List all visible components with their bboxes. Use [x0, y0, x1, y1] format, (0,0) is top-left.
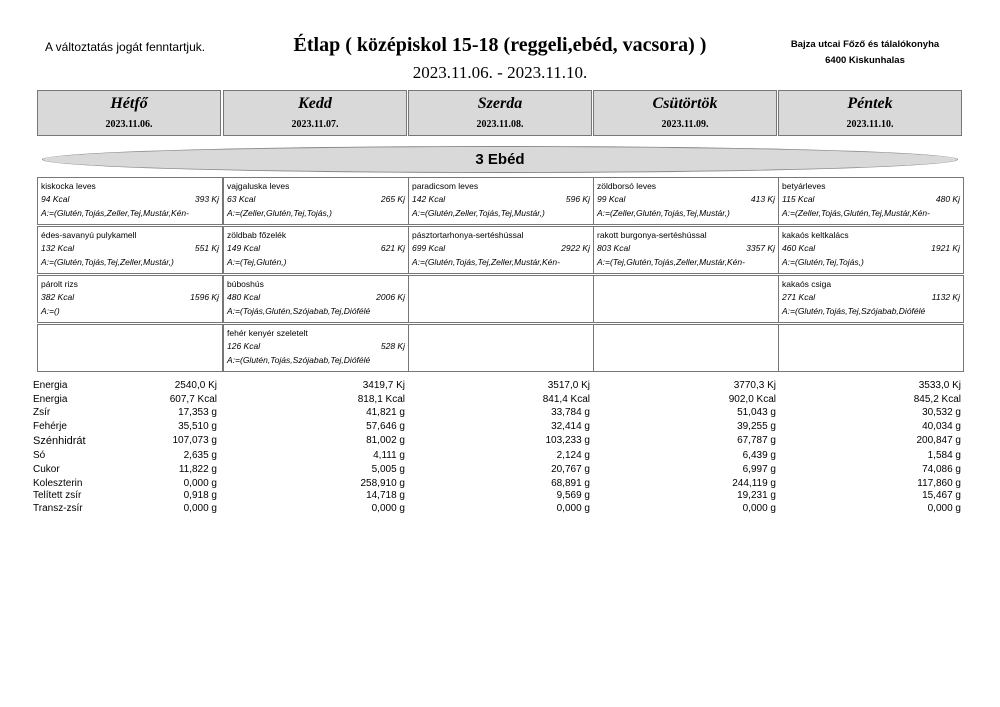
dish-name: betyárleves: [782, 181, 826, 191]
nutrition-value: 41,821 g: [366, 407, 405, 418]
nutrition-value: 6,997 g: [742, 464, 776, 475]
dish-energy: [782, 292, 960, 302]
nutrition-value: 32,414 g: [551, 421, 590, 432]
nutrition-label: Cukor: [33, 464, 60, 475]
menu-item: [37, 177, 223, 225]
nutrition-value: 19,231 g: [737, 490, 776, 501]
menu-item: [778, 226, 964, 274]
dish-kcal: 63 Kcal: [227, 194, 256, 204]
day-header: [37, 90, 221, 136]
dish-energy: [412, 194, 590, 204]
nutrition-value: 845,2 Kcal: [913, 394, 961, 405]
nutrition-value: 0,000 g: [183, 503, 217, 514]
dish-allergens: A:=(Glutén,Zeller,Tojás,Tej,Mustár,): [412, 208, 545, 218]
dish-kj: 1921 Kj: [931, 243, 960, 253]
nutrition-value: 35,510 g: [178, 421, 217, 432]
nutrition-value: 40,034 g: [922, 421, 961, 432]
nutrition-value: 74,086 g: [922, 464, 961, 475]
dish-name: kakaós keltkalács: [782, 230, 849, 240]
nutrition-label: Energia: [33, 380, 68, 391]
nutrition-value: 4,111 g: [373, 450, 405, 461]
nutrition-row: [33, 407, 963, 419]
nutrition-label: Koleszterin: [33, 478, 83, 489]
day-name: Csütörtök: [652, 95, 718, 112]
dish-allergens: A:=(Glutén,Tojás,Szójabab,Tej,Diófélé: [227, 355, 371, 365]
nutrition-value: 258,910 g: [360, 478, 405, 489]
nutrition-value: 33,784 g: [551, 407, 590, 418]
nutrition-value: 11,822 g: [178, 464, 217, 475]
dish-kcal: 382 Kcal: [41, 292, 75, 302]
empty-menu-cell: [408, 324, 594, 372]
dish-name: búboshús: [227, 279, 264, 289]
nutrition-label: Zsír: [33, 407, 51, 418]
nutrition-value: 0,000 g: [742, 503, 776, 514]
nutrition-value: 1,584 g: [927, 450, 961, 461]
menu-item: [37, 275, 223, 323]
dish-allergens: A:=(Zeller,Glutén,Tojás,Tej,Mustár,): [597, 208, 730, 218]
dish-kj: 596 Kj: [565, 194, 590, 204]
nutrition-value: 107,073 g: [172, 435, 217, 446]
dish-kj: 2006 Kj: [376, 292, 405, 302]
nutrition-row: [33, 450, 963, 462]
dish-energy: [227, 194, 405, 204]
dish-allergens: A:=(Tej,Glutén,): [227, 257, 287, 267]
dish-kcal: 99 Kcal: [597, 194, 626, 204]
dish-kcal: 126 Kcal: [227, 341, 261, 351]
dish-energy: [41, 243, 219, 253]
menu-item: [778, 275, 964, 323]
dish-kcal: 803 Kcal: [597, 243, 631, 253]
nutrition-value: 607,7 Kcal: [169, 394, 217, 405]
day-name: Kedd: [298, 95, 332, 112]
nutrition-value: 3770,3 Kj: [733, 380, 776, 391]
nutrition-value: 0,918 g: [183, 490, 217, 501]
nutrition-value: 818,1 Kcal: [357, 394, 405, 405]
dish-name: kiskocka leves: [41, 181, 96, 191]
day-date: 2023.11.06.: [105, 119, 153, 130]
nutrition-value: 3533,0 Kj: [918, 380, 961, 391]
dish-energy: [412, 243, 590, 253]
nutrition-value: 117,860 g: [917, 478, 961, 489]
day-header: [408, 90, 592, 136]
kitchen-name: Bajza utcai Főző és tálalókonyha: [790, 39, 940, 50]
dish-name: pásztortarhonya-sertéshússal: [412, 230, 524, 240]
day-header: [778, 90, 962, 136]
nutrition-value: 20,767 g: [551, 464, 590, 475]
menu-item: [593, 177, 779, 225]
nutrition-value: 67,787 g: [737, 435, 776, 446]
day-header: [593, 90, 777, 136]
dish-allergens: A:=(Glutén,Tojás,Tej,Zeller,Mustár,): [41, 257, 174, 267]
disclaimer-text: A változtatás jogát fenntartjuk.: [45, 40, 206, 54]
nutrition-value: 57,646 g: [366, 421, 405, 432]
dish-kj: 3357 Kj: [746, 243, 775, 253]
nutrition-value: 0,000 g: [371, 503, 405, 514]
dish-kcal: 115 Kcal: [782, 194, 815, 204]
date-range: 2023.11.06. - 2023.11.10.: [412, 63, 588, 82]
nutrition-row: [33, 490, 963, 502]
dish-energy: [227, 243, 405, 253]
dish-kcal: 271 Kcal: [782, 292, 816, 302]
nutrition-label: Energia: [33, 394, 68, 405]
nutrition-value: 902,0 Kcal: [728, 394, 776, 405]
nutrition-value: 30,532 g: [922, 407, 961, 418]
nutrition-row: [33, 435, 963, 447]
dish-kcal: 460 Kcal: [782, 243, 816, 253]
nutrition-label: Fehérje: [33, 421, 67, 432]
dish-allergens: A:=(Zeller,Glutén,Tej,Tojás,): [227, 208, 332, 218]
dish-energy: [41, 194, 219, 204]
dish-energy: [227, 292, 405, 302]
dish-kj: 1132 Kj: [931, 292, 960, 302]
dish-name: zöldborsó leves: [597, 181, 657, 191]
nutrition-value: 3517,0 Kj: [547, 380, 590, 391]
dish-allergens: A:=(Glutén,Tej,Tojás,): [782, 257, 864, 267]
menu-item: [408, 226, 594, 274]
nutrition-label: Szénhidrát: [33, 435, 86, 447]
nutrition-row: [33, 380, 963, 392]
dish-name: párolt rizs: [41, 279, 78, 289]
day-date: 2023.11.09.: [661, 119, 709, 130]
dish-allergens: A:=(Tej,Glutén,Tojás,Zeller,Mustár,Kén-: [597, 257, 745, 267]
day-name: Hétfő: [110, 95, 148, 112]
nutrition-value: 0,000 g: [927, 503, 961, 514]
nutrition-label: Telített zsír: [33, 490, 82, 501]
nutrition-row: [33, 394, 963, 406]
dish-kj: 393 Kj: [194, 194, 219, 204]
dish-kj: 1596 Kj: [190, 292, 219, 302]
nutrition-value: 39,255 g: [737, 421, 776, 432]
nutrition-value: 81,002 g: [366, 435, 405, 446]
nutrition-label: Transz-zsír: [33, 503, 83, 514]
dish-energy: [597, 194, 775, 204]
dish-name: rakott burgonya-sertéshússal: [597, 230, 707, 240]
dish-kcal: 94 Kcal: [41, 194, 70, 204]
dish-kcal: 699 Kcal: [412, 243, 446, 253]
dish-kcal: 480 Kcal: [227, 292, 261, 302]
nutrition-value: 0,000 g: [183, 478, 217, 489]
day-date: 2023.11.10.: [846, 119, 894, 130]
dish-energy: [41, 292, 219, 302]
nutrition-value: 103,233 g: [545, 435, 590, 446]
dish-allergens: A:=(Tojás,Glutén,Szójabab,Tej,Diófélé: [227, 306, 371, 316]
meal-section-title: 3 Ebéd: [42, 146, 958, 173]
nutrition-value: 0,000 g: [556, 503, 590, 514]
nutrition-value: 2540,0 Kj: [174, 380, 217, 391]
nutrition-value: 68,891 g: [551, 478, 590, 489]
empty-menu-cell: [37, 324, 223, 372]
dish-allergens: A:=(Zeller,Tojás,Glutén,Tej,Mustár,Kén-: [782, 208, 930, 218]
nutrition-value: 2,124 g: [556, 450, 590, 461]
dish-kj: 480 Kj: [935, 194, 960, 204]
nutrition-row: [33, 503, 963, 515]
day-name: Péntek: [847, 95, 893, 112]
dish-kcal: 149 Kcal: [227, 243, 261, 253]
empty-menu-cell: [593, 275, 779, 323]
kitchen-address: 6400 Kiskunhalas: [825, 55, 905, 66]
dish-kj: 621 Kj: [380, 243, 405, 253]
dish-name: édes-savanyú pulykamell: [41, 230, 137, 240]
nutrition-value: 244,119 g: [732, 478, 776, 489]
dish-kcal: 132 Kcal: [41, 243, 75, 253]
empty-menu-cell: [408, 275, 594, 323]
menu-item: [223, 324, 409, 372]
dish-name: vajgaluska leves: [227, 181, 290, 191]
nutrition-value: 17,353 g: [178, 407, 217, 418]
dish-name: zöldbab főzelék: [227, 230, 287, 240]
nutrition-row: [33, 478, 963, 490]
dish-kcal: 142 Kcal: [412, 194, 446, 204]
kitchen-info: [770, 37, 960, 69]
menu-item: [37, 226, 223, 274]
nutrition-value: 14,718 g: [366, 490, 405, 501]
dish-kj: 528 Kj: [380, 341, 405, 351]
page-title: Étlap ( középiskol 15-18 (reggeli,ebéd, vacsora) ): [293, 34, 707, 56]
dish-name: kakaós csiga: [782, 279, 832, 289]
nutrition-value: 51,043 g: [737, 407, 776, 418]
nutrition-value: 2,635 g: [183, 450, 217, 461]
dish-allergens: A:=(Glutén,Tojás,Tej,Szójabab,Diófélé: [782, 306, 926, 316]
nutrition-value: 200,847 g: [916, 435, 961, 446]
day-date: 2023.11.08.: [476, 119, 524, 130]
dish-energy: [782, 194, 960, 204]
menu-item: [778, 177, 964, 225]
dish-allergens: A:=(Glutén,Tojás,Zeller,Tej,Mustár,Kén-: [41, 208, 189, 218]
nutrition-row: [33, 421, 963, 433]
dish-energy: [227, 341, 405, 351]
menu-item: [593, 226, 779, 274]
day-name: Szerda: [477, 95, 523, 112]
nutrition-value: 3419,7 Kj: [362, 380, 405, 391]
nutrition-label: Só: [33, 450, 46, 461]
menu-item: [223, 275, 409, 323]
dish-allergens: A:=(): [41, 306, 60, 316]
nutrition-value: 5,005 g: [371, 464, 405, 475]
day-date: 2023.11.07.: [291, 119, 339, 130]
nutrition-value: 841,4 Kcal: [542, 394, 590, 405]
dish-kj: 265 Kj: [380, 194, 405, 204]
day-header: [223, 90, 407, 136]
empty-menu-cell: [593, 324, 779, 372]
empty-menu-cell: [778, 324, 964, 372]
dish-kj: 413 Kj: [750, 194, 775, 204]
nutrition-value: 15,467 g: [922, 490, 961, 501]
dish-name: paradicsom leves: [412, 181, 479, 191]
dish-name: fehér kenyér szeletelt: [227, 328, 308, 338]
menu-item: [408, 177, 594, 225]
dish-energy: [597, 243, 775, 253]
menu-item: [223, 177, 409, 225]
dish-kj: 551 Kj: [194, 243, 219, 253]
menu-item: [223, 226, 409, 274]
nutrition-row: [33, 464, 963, 476]
dish-kj: 2922 Kj: [561, 243, 590, 253]
nutrition-value: 9,569 g: [556, 490, 590, 501]
nutrition-value: 6,439 g: [742, 450, 776, 461]
dish-energy: [782, 243, 960, 253]
dish-allergens: A:=(Glutén,Tojás,Tej,Zeller,Mustár,Kén-: [412, 257, 560, 267]
